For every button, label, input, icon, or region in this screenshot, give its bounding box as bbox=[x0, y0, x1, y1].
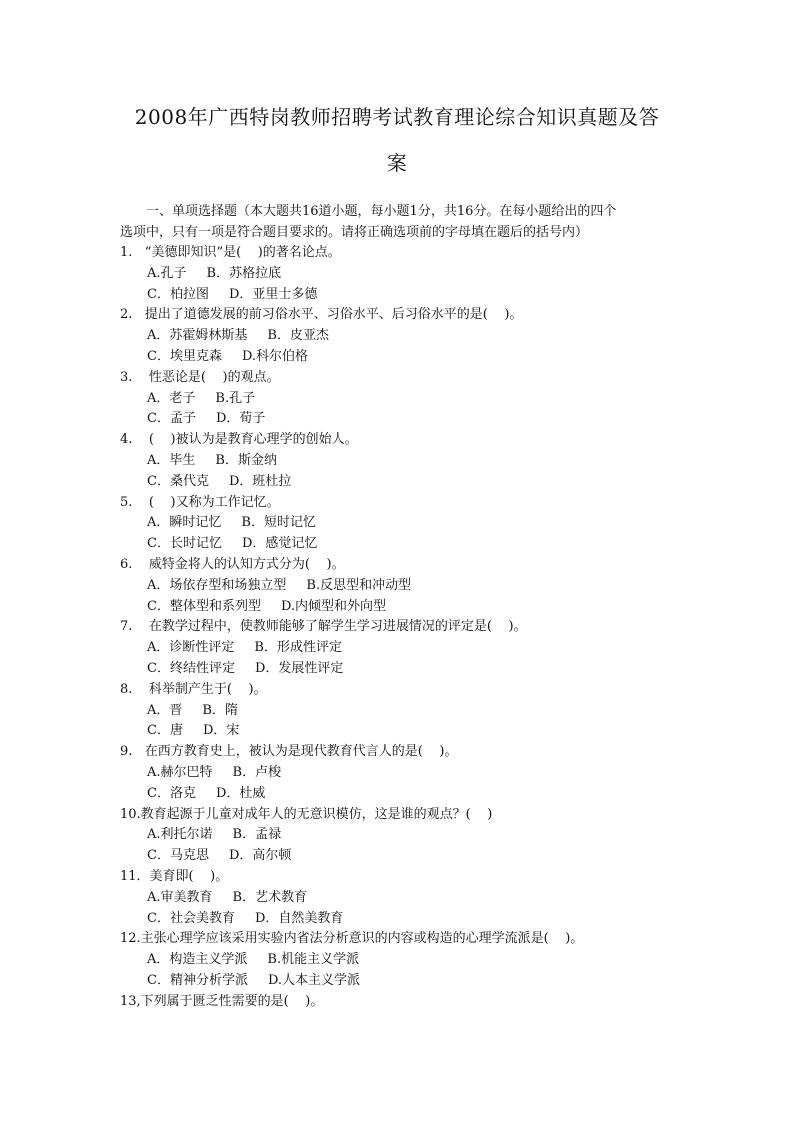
answer-option: D．亚里士多德 bbox=[228, 286, 318, 302]
question-item bbox=[120, 243, 700, 305]
answer-option: A．晋 bbox=[147, 702, 183, 718]
option-row bbox=[120, 763, 700, 784]
question-item bbox=[120, 805, 700, 867]
question-stem: 3. 性恶论是( )的观点。 bbox=[120, 369, 280, 385]
option-row bbox=[120, 909, 700, 930]
question-item bbox=[120, 617, 700, 679]
document-title-line2: 案 bbox=[386, 151, 408, 175]
question-item bbox=[120, 555, 700, 617]
answer-option: D．班杜拉 bbox=[228, 473, 292, 489]
answer-option: B.机能主义学派 bbox=[267, 952, 360, 968]
answer-option: A．诊断性评定 bbox=[147, 640, 235, 656]
answer-option: C．洛克 bbox=[147, 785, 196, 801]
option-row bbox=[120, 534, 700, 555]
answer-option: B．隋 bbox=[202, 702, 238, 718]
answer-option: C．柏拉图 bbox=[147, 286, 209, 302]
answer-option: A.孔子 bbox=[147, 265, 187, 281]
answer-option: C．桑代克 bbox=[147, 473, 209, 489]
option-row bbox=[120, 888, 700, 909]
question-item bbox=[120, 305, 700, 367]
option-row bbox=[120, 451, 700, 472]
question-stem: 13,下列属于匮乏性需要的是( )。 bbox=[120, 993, 324, 1009]
option-row bbox=[120, 721, 700, 742]
question-item bbox=[120, 929, 700, 991]
answer-option: C．终结性评定 bbox=[147, 660, 235, 676]
answer-option: A．毕生 bbox=[147, 452, 196, 468]
answer-option: C．长时记忆 bbox=[147, 536, 222, 552]
answer-option: D．荀子 bbox=[215, 411, 266, 427]
answer-option: C．精神分析学派 bbox=[147, 972, 248, 988]
answer-option: B．短时记忆 bbox=[241, 515, 316, 531]
answer-option: C．马克思 bbox=[147, 848, 209, 864]
answer-option: C．孟子 bbox=[147, 411, 196, 427]
answer-option: A．瞬时记忆 bbox=[147, 515, 222, 531]
option-row bbox=[120, 264, 700, 285]
option-row bbox=[120, 472, 700, 493]
option-row bbox=[120, 971, 700, 992]
option-row bbox=[120, 326, 700, 347]
question-item bbox=[120, 867, 700, 929]
answer-option: A．苏霍姆林斯基 bbox=[147, 328, 248, 344]
option-row bbox=[120, 347, 700, 368]
answer-option: B．艺术教育 bbox=[232, 889, 308, 905]
question-stem: 1. “美德即知识”是( )的著名论点。 bbox=[120, 245, 341, 260]
option-row bbox=[120, 950, 700, 971]
question-stem: 8. 科举制产生于( )。 bbox=[120, 681, 267, 697]
answer-option: D.人本主义学派 bbox=[267, 972, 361, 988]
answer-option: C．社会美教育 bbox=[147, 910, 235, 926]
question-stem: 6. 威特金将人的认知方式分为( )。 bbox=[120, 556, 345, 572]
option-row bbox=[120, 846, 700, 867]
answer-option: A.审美教育 bbox=[147, 889, 213, 905]
answer-option: C．唐 bbox=[147, 723, 183, 739]
answer-option: B．卢梭 bbox=[232, 764, 282, 780]
option-row bbox=[120, 784, 700, 805]
question-item bbox=[120, 430, 700, 492]
question-stem: 9. 在西方教育史上，被认为是现代教育代言人的是( )。 bbox=[120, 744, 458, 760]
answer-option: D．感觉记忆 bbox=[241, 536, 318, 552]
answer-option: B．斯金纳 bbox=[215, 452, 277, 468]
question-stem: 12.主张心理学应该采用实验内省法分析意识的内容或构造的心理学流派是( )。 bbox=[120, 931, 584, 947]
answer-option: B．皮亚杰 bbox=[267, 328, 329, 344]
answer-option: A.赫尔巴特 bbox=[147, 764, 213, 780]
question-item bbox=[120, 368, 700, 430]
question-stem: 5. ( )又称为工作记忆。 bbox=[120, 494, 280, 510]
question-stem: 10.教育起源于儿童对成年人的无意识模仿，这是谁的观点？( ) bbox=[120, 806, 493, 822]
section-intro-line1: 一、单项选择题（本大题共16道小题，每小题1分，共16分。在每小题给出的四个 bbox=[146, 204, 617, 219]
answer-option: B．孟禄 bbox=[232, 827, 282, 843]
question-stem: 11．美育即( )。 bbox=[120, 868, 229, 884]
answer-option: B．苏格拉底 bbox=[206, 265, 282, 281]
question-item bbox=[120, 493, 700, 555]
question-item bbox=[120, 992, 700, 1013]
question-stem: 2. 提出了道德发展的前习俗水平、习俗水平、后习俗水平的是( )。 bbox=[120, 307, 523, 323]
option-row bbox=[120, 389, 700, 410]
answer-option: C．埃里克森 bbox=[147, 348, 222, 364]
answer-option: D.科尔伯格 bbox=[241, 348, 309, 364]
answer-option: D．高尔顿 bbox=[228, 848, 292, 864]
option-row bbox=[120, 825, 700, 846]
option-row bbox=[120, 701, 700, 722]
answer-option: D.内倾型和外向型 bbox=[280, 598, 387, 614]
answer-option: D．杜威 bbox=[215, 785, 266, 801]
option-row bbox=[120, 638, 700, 659]
option-row bbox=[120, 409, 700, 430]
question-stem: 7. 在教学过程中，使教师能够了解学生学习进展情况的评定是( )。 bbox=[120, 619, 527, 635]
question-list bbox=[120, 243, 700, 1012]
option-row bbox=[120, 285, 700, 306]
option-row bbox=[120, 597, 700, 618]
answer-option: D．发展性评定 bbox=[254, 660, 344, 676]
answer-option: D．自然美教育 bbox=[254, 910, 344, 926]
option-row bbox=[120, 659, 700, 680]
question-item bbox=[120, 680, 700, 742]
answer-option: C．整体型和系列型 bbox=[147, 598, 261, 614]
answer-option: B.孔子 bbox=[215, 390, 256, 406]
answer-option: A．场依存型和场独立型 bbox=[147, 577, 287, 593]
answer-option: A．老子 bbox=[147, 390, 196, 406]
question-item bbox=[120, 742, 700, 804]
answer-option: D．宋 bbox=[202, 723, 240, 739]
question-stem: 4. ( )被认为是教育心理学的创始人。 bbox=[120, 432, 358, 448]
answer-option: A.利托尔诺 bbox=[147, 827, 213, 843]
section-intro-line2: 选项中，只有一项是符合题目要求的。请将正确选项前的字母填在题后的括号内） bbox=[120, 225, 589, 240]
option-row bbox=[120, 513, 700, 534]
answer-option: A．构造主义学派 bbox=[147, 952, 248, 968]
option-row bbox=[120, 576, 700, 597]
document-title-line1: 2008年广西特岗教师招聘考试教育理论综合知识真题及答 bbox=[134, 105, 660, 129]
answer-option: B．形成性评定 bbox=[254, 640, 342, 656]
answer-option: B.反思型和冲动型 bbox=[306, 577, 412, 593]
